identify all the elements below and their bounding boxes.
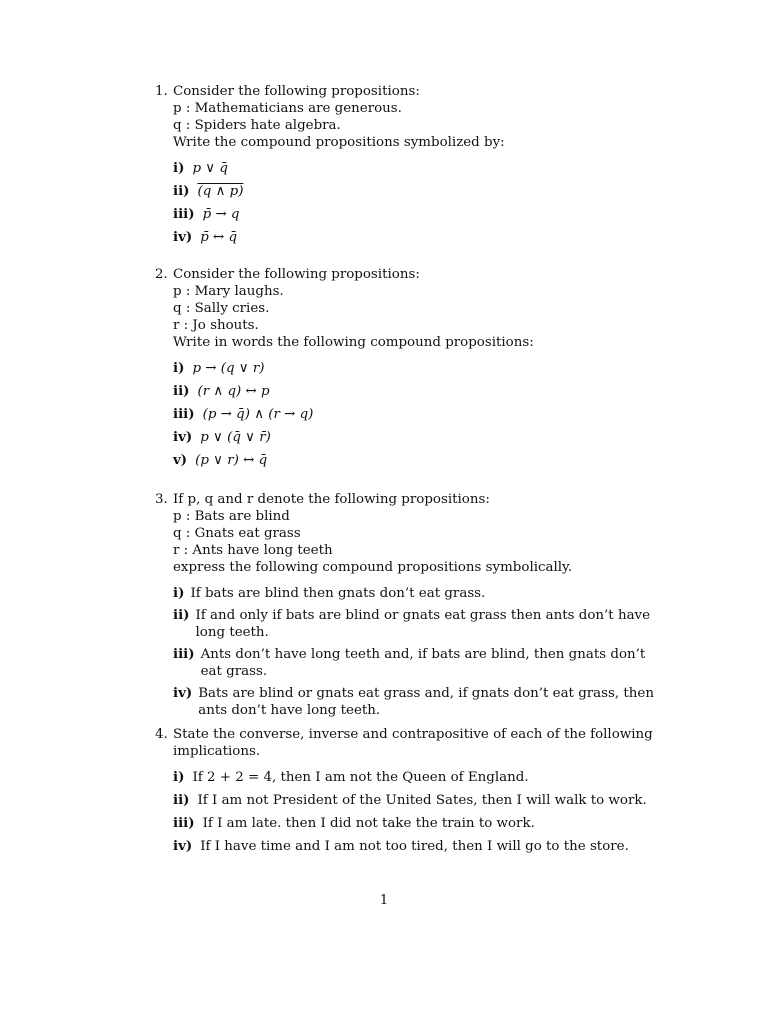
- item-label: iv): [173, 229, 193, 245]
- list-item: [173, 452, 655, 469]
- item-label: iii): [173, 206, 195, 222]
- item-text: (q ∧ p): [197, 184, 244, 199]
- subitem-list: [173, 769, 655, 855]
- item-label: v): [173, 452, 188, 468]
- page-number: 1: [379, 893, 389, 908]
- list-item: [173, 406, 655, 423]
- question-number: 2.: [155, 267, 168, 282]
- item-text: p → (q ∨ r): [192, 361, 265, 376]
- item-label: ii): [173, 792, 190, 808]
- item-label: iii): [173, 815, 195, 831]
- question-4: [155, 726, 655, 861]
- item-text: (p ∨ r) ↔ q̄: [195, 453, 268, 468]
- item-label: iv): [173, 429, 193, 445]
- item-label: iv): [173, 838, 193, 854]
- proposition-q: q : Spiders hate algebra.: [173, 118, 341, 133]
- list-item: [173, 769, 655, 786]
- question-instruction: Write in words the following compound propositions:: [173, 335, 534, 350]
- question-3: [155, 491, 655, 724]
- item-text: p ∨ q̄: [192, 161, 228, 176]
- item-text: If I am not President of the United Sates, then I will walk to work.: [197, 793, 647, 808]
- list-item: [173, 607, 655, 641]
- item-text: p̄ → q: [202, 207, 240, 222]
- item-text: If I am late. then I did not take the train to work.: [202, 816, 535, 831]
- proposition-p: p : Mary laughs.: [173, 284, 284, 299]
- item-text: Bats are blind or gnats eat grass and, if gnats don’t eat grass, then ants don’t have long teeth.: [198, 686, 654, 718]
- question-number: 1.: [155, 84, 168, 99]
- list-item: [173, 229, 655, 246]
- item-text: If bats are blind then gnats don’t eat grass.: [190, 586, 486, 601]
- item-label: i): [173, 160, 185, 176]
- list-item: [173, 429, 655, 446]
- question-line: If p, q and r denote the following propositions:: [173, 492, 490, 507]
- item-label: iv): [173, 685, 193, 701]
- question-number: 3.: [155, 492, 168, 507]
- question-instruction: Write the compound propositions symbolized by:: [173, 135, 505, 150]
- question-2: [155, 266, 655, 475]
- item-label: iii): [173, 406, 195, 422]
- item-text: If 2 + 2 = 4, then I am not the Queen of England.: [192, 770, 529, 785]
- item-text: Ants don’t have long teeth and, if bats are blind, then gnats don’t eat grass.: [200, 647, 646, 679]
- item-label: i): [173, 769, 185, 785]
- item-text: (p → q̄) ∧ (r → q): [202, 407, 314, 422]
- subitem-list: [173, 585, 655, 719]
- question-1: [155, 83, 655, 252]
- proposition-p: p : Mathematicians are generous.: [173, 101, 402, 116]
- subitem-list: [173, 160, 655, 246]
- proposition-q: q : Sally cries.: [173, 301, 270, 316]
- item-text: If I have time and I am not too tired, then I will go to the store.: [200, 839, 629, 854]
- item-text: p ∨ (q̄ ∨ r̄): [200, 430, 271, 445]
- list-item: [173, 206, 655, 223]
- proposition-r: r : Ants have long teeth: [173, 543, 333, 558]
- list-item: [173, 685, 655, 719]
- list-item: [173, 838, 655, 855]
- item-text: (r ∧ q) ↔ p: [197, 384, 270, 399]
- question-instruction: express the following compound propositions symbolically.: [173, 560, 573, 575]
- item-text: p̄ ↔ q̄: [200, 230, 238, 245]
- list-item: [173, 160, 655, 177]
- question-number: 4.: [155, 727, 168, 742]
- proposition-p: p : Bats are blind: [173, 509, 290, 524]
- list-item: [173, 646, 655, 680]
- item-label: i): [173, 585, 185, 601]
- proposition-q: q : Gnats eat grass: [173, 526, 301, 541]
- item-label: ii): [173, 607, 190, 623]
- item-label: iii): [173, 646, 195, 662]
- item-label: i): [173, 360, 185, 376]
- list-item: [173, 585, 655, 602]
- item-text: If and only if bats are blind or gnats eat grass then ants don’t have long teeth.: [195, 608, 651, 640]
- proposition-r: r : Jo shouts.: [173, 318, 259, 333]
- subitem-list: [173, 360, 655, 469]
- list-item: [173, 360, 655, 377]
- item-label: ii): [173, 183, 190, 199]
- list-item: [173, 792, 655, 809]
- question-line: Consider the following propositions:: [173, 84, 420, 99]
- question-line: Consider the following propositions:: [173, 267, 420, 282]
- list-item: [173, 383, 655, 400]
- item-label: ii): [173, 383, 190, 399]
- question-line: State the converse, inverse and contrapositive of each of the following implications.: [173, 727, 653, 759]
- list-item: [173, 815, 655, 832]
- list-item: [173, 183, 655, 200]
